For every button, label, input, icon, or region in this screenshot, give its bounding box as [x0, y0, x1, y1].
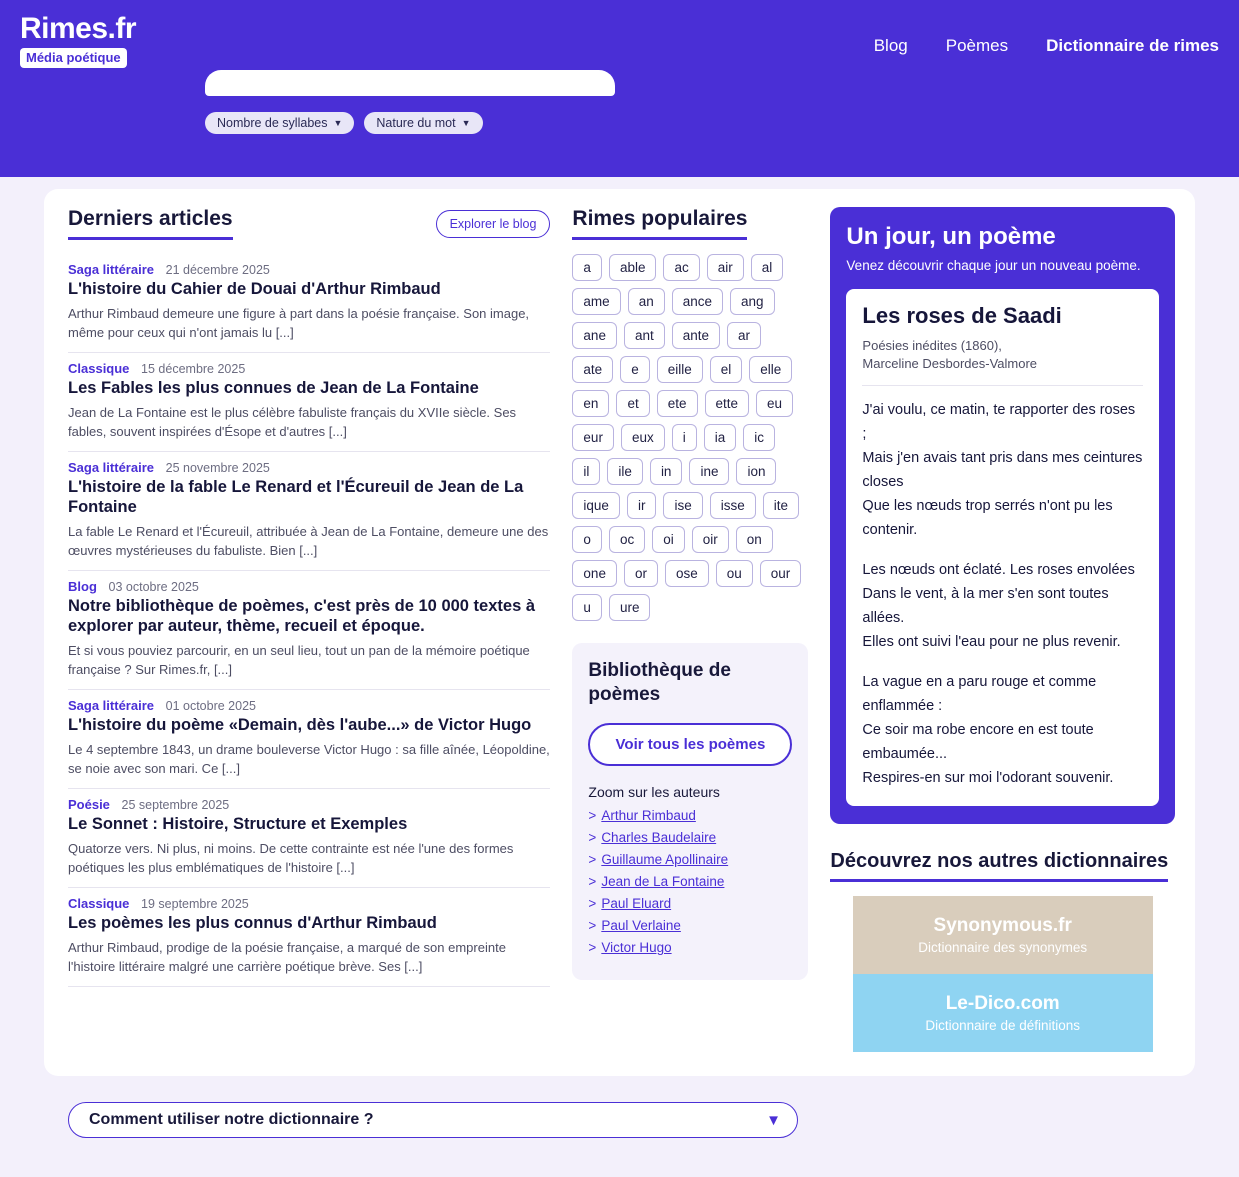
other-dictionaries-list — [830, 896, 1175, 1052]
content-card — [44, 189, 1195, 1076]
author-list-item[interactable] — [588, 852, 792, 867]
article-date: 19 septembre 2025 — [141, 897, 249, 911]
author-link[interactable]: Paul Eluard — [601, 896, 672, 911]
rhyme-chip[interactable]: en — [572, 390, 609, 417]
author-list — [588, 808, 792, 955]
rhyme-chip[interactable]: ar — [727, 322, 761, 349]
rhyme-chip[interactable]: ete — [657, 390, 698, 417]
author-link[interactable]: Charles Baudelaire — [601, 830, 717, 845]
poem-of-the-day-box — [830, 207, 1175, 824]
rhyme-chip[interactable]: ant — [624, 322, 665, 349]
article-excerpt: Arthur Rimbaud demeure une figure à part dans la poésie française. Son image, même pour ceux qui n'ont jamais lu [...] — [68, 306, 530, 340]
article-category[interactable]: Classique — [68, 896, 130, 911]
nav-item-dictionnaire-de-rimes[interactable]: Dictionnaire de rimes — [1046, 36, 1219, 55]
rhyme-chip[interactable]: ile — [607, 458, 643, 485]
author-list-item[interactable] — [588, 874, 792, 889]
nav-item-blog[interactable]: Blog — [873, 36, 908, 55]
article-title[interactable]: Les poèmes les plus connus d'Arthur Rimbaud — [68, 914, 437, 932]
dictionary-card-le-dico[interactable] — [853, 974, 1153, 1052]
poem-stanza: La vague en a paru rouge et comme enflammée : Ce soir ma robe encore en est toute embaumée... Respires-en sur moi l'odorant souvenir. — [862, 674, 1114, 786]
article-excerpt: Quatorze vers. Ni plus, ni moins. De cette contrainte est née l'une des formes poétiques les plus emblématiques de l'histoire [...] — [68, 841, 514, 875]
rhyme-chip[interactable]: on — [736, 526, 773, 553]
filter-label-nature: Nature du mot — [376, 116, 456, 130]
article-meta — [68, 698, 550, 713]
rhyme-chip[interactable]: il — [572, 458, 600, 485]
author-link[interactable]: Jean de La Fontaine — [601, 874, 725, 889]
other-dictionaries-title: Découvrez nos autres dictionnaires — [830, 850, 1168, 882]
article-meta — [68, 262, 550, 277]
rhyme-chip[interactable]: one — [572, 560, 617, 587]
poem-title: Les roses de Saadi — [862, 303, 1062, 328]
chevron-right-icon: > — [588, 808, 597, 823]
rhyme-chip[interactable]: air — [707, 254, 744, 281]
chevron-right-icon: > — [588, 918, 597, 933]
author-link[interactable]: Arthur Rimbaud — [601, 808, 696, 823]
author-list-item[interactable] — [588, 896, 792, 911]
article-title[interactable]: L'histoire du poème «Demain, dès l'aube...» de Victor Hugo — [68, 716, 532, 734]
articles-header — [68, 207, 550, 240]
explore-blog-button[interactable]: Explorer le blog — [436, 210, 551, 238]
rhyme-chip[interactable]: a — [572, 254, 602, 281]
rhyme-chip[interactable]: i — [672, 424, 697, 451]
article-title[interactable]: L'histoire de la fable Le Renard et l'Écureuil de Jean de La Fontaine — [68, 478, 524, 516]
rhyme-chip[interactable]: ite — [763, 492, 799, 519]
rhyme-chip[interactable]: al — [751, 254, 784, 281]
rhyme-chip[interactable]: ion — [736, 458, 776, 485]
logo-subtitle: Média poétique — [20, 48, 127, 68]
site-header — [0, 0, 1239, 177]
author-list-item[interactable] — [588, 830, 792, 845]
article-meta — [68, 460, 550, 475]
chevron-right-icon: > — [588, 874, 597, 889]
article-category[interactable]: Classique — [68, 361, 130, 376]
poem-card — [846, 289, 1159, 806]
article-date: 15 décembre 2025 — [141, 362, 246, 376]
rhyme-chip[interactable]: ou — [716, 560, 753, 587]
poem-box-title: Un jour, un poème — [846, 223, 1056, 250]
article-list-item[interactable] — [68, 353, 550, 452]
rhyme-chip[interactable]: u — [572, 594, 602, 621]
rhyme-chip[interactable]: ance — [672, 288, 723, 315]
rhyme-chip[interactable]: ac — [663, 254, 699, 281]
rhyme-chip[interactable]: ir — [627, 492, 657, 519]
article-title[interactable]: Les Fables les plus connues de Jean de La Fontaine — [68, 379, 479, 397]
article-date: 21 décembre 2025 — [165, 263, 270, 277]
dictionary-desc: Dictionnaire de définitions — [925, 1018, 1080, 1033]
rhyme-chip[interactable]: able — [609, 254, 657, 281]
article-category[interactable]: Saga littéraire — [68, 262, 154, 277]
poem-stanza: J'ai voulu, ce matin, te rapporter des roses ; Mais j'en avais tant pris dans mes ceintures closes Que les nœuds trop serrés n'ont pu les contenir. — [862, 402, 1143, 538]
author-link[interactable]: Victor Hugo — [601, 940, 672, 955]
rhyme-chip[interactable]: in — [650, 458, 683, 485]
author-list-item[interactable] — [588, 808, 792, 823]
rhyme-chip[interactable]: ique — [572, 492, 620, 519]
triangle-down-icon[interactable]: ▼ — [766, 1111, 781, 1129]
accordion-label: Comment utiliser notre dictionnaire ? — [89, 1111, 374, 1128]
poem-text — [862, 398, 1143, 790]
article-title[interactable]: Notre bibliothèque de poèmes, c'est près de 10 000 textes à explorer par auteur, thème, recueil et époque. — [68, 597, 536, 635]
page-body — [0, 177, 1239, 1168]
rhyme-chip[interactable]: eu — [756, 390, 793, 417]
rhyme-chip[interactable]: ure — [609, 594, 651, 621]
chevron-down-icon: ▼ — [333, 118, 343, 128]
poem-library-box — [572, 643, 808, 980]
rhyme-chip[interactable]: oc — [609, 526, 645, 553]
author-list-item[interactable] — [588, 918, 792, 933]
article-list-item[interactable] — [68, 690, 550, 789]
main-navigation — [874, 36, 1219, 56]
article-title[interactable]: Le Sonnet : Histoire, Structure et Exemples — [68, 815, 408, 833]
rhyme-chip[interactable]: or — [624, 560, 658, 587]
popular-rhymes-section — [572, 207, 808, 621]
article-category[interactable]: Saga littéraire — [68, 460, 154, 475]
rhyme-chip[interactable]: ine — [689, 458, 729, 485]
article-meta — [68, 579, 550, 594]
latest-articles-column — [68, 207, 550, 987]
article-category[interactable]: Blog — [68, 579, 97, 594]
article-excerpt: Le 4 septembre 1843, un drame bouleverse Victor Hugo : sa fille aînée, Léopoldine, se noie avec son mari. Ce [...] — [68, 742, 550, 776]
rhyme-chip[interactable]: el — [710, 356, 743, 383]
article-date: 01 octobre 2025 — [165, 699, 256, 713]
rhyme-chip[interactable]: ise — [663, 492, 702, 519]
chevron-down-icon: ▼ — [461, 118, 471, 128]
article-excerpt: Et si vous pouviez parcourir, en un seul lieu, tout un pan de la mémoire poétique française ? Sur Rimes.fr, [...] — [68, 643, 530, 677]
chevron-right-icon: > — [588, 896, 597, 911]
rhyme-chip[interactable]: our — [760, 560, 802, 587]
rhyme-chip[interactable]: eille — [657, 356, 703, 383]
nav-item-poemes[interactable]: Poèmes — [945, 36, 1009, 55]
search-input[interactable] — [205, 70, 615, 96]
article-list-item[interactable] — [68, 452, 550, 571]
article-title[interactable]: L'histoire du Cahier de Douai d'Arthur Rimbaud — [68, 280, 441, 298]
dictionary-card-synonymous[interactable] — [853, 896, 1153, 974]
filter-label-syllabes: Nombre de syllabes — [217, 116, 328, 130]
rhyme-chip[interactable]: an — [628, 288, 665, 315]
rhyme-chip[interactable]: ose — [665, 560, 709, 587]
poem-source — [862, 337, 1143, 386]
article-excerpt: La fable Le Renard et l'Écureuil, attribuée à Jean de La Fontaine, demeure une des œuvres mystérieuses du fabuliste. Bien [...] — [68, 524, 549, 558]
article-list-item[interactable] — [68, 571, 550, 690]
rhyme-chip[interactable]: elle — [749, 356, 792, 383]
author-link[interactable]: Guillaume Apollinaire — [601, 852, 729, 867]
rhyme-chip[interactable]: et — [616, 390, 649, 417]
article-date: 03 octobre 2025 — [108, 580, 199, 594]
article-list-item[interactable] — [68, 888, 550, 987]
article-date: 25 septembre 2025 — [121, 798, 230, 812]
logo-title: Rimes.fr — [20, 12, 137, 45]
rhyme-chip[interactable]: oir — [692, 526, 729, 553]
chevron-right-icon: > — [588, 852, 597, 867]
rhyme-chip[interactable]: ette — [705, 390, 750, 417]
page-title: Derniers articles — [68, 207, 233, 240]
search-filters — [205, 112, 483, 134]
rhyme-chip[interactable]: ang — [730, 288, 775, 315]
rimes-column — [572, 207, 808, 980]
rhyme-chip[interactable]: isse — [710, 492, 756, 519]
poem-source-author: Marceline Desbordes-Valmore — [862, 356, 1038, 371]
dictionary-desc: Dictionnaire des synonymes — [918, 940, 1088, 955]
rhyme-chip[interactable]: eur — [572, 424, 614, 451]
article-meta — [68, 361, 550, 376]
search-area — [205, 70, 615, 96]
filter-nombre-de-syllabes[interactable] — [205, 112, 354, 134]
article-date: 25 novembre 2025 — [165, 461, 270, 475]
author-link[interactable]: Paul Verlaine — [601, 918, 681, 933]
article-meta — [68, 896, 550, 911]
rhyme-chip[interactable]: ane — [572, 322, 617, 349]
filter-nature-du-mot[interactable] — [364, 112, 482, 134]
chevron-right-icon: > — [588, 830, 597, 845]
rhyme-chip[interactable]: e — [620, 356, 650, 383]
dictionary-name: Synonymous.fr — [933, 915, 1072, 936]
article-list-item[interactable] — [68, 789, 550, 888]
rhyme-chip-list — [572, 254, 808, 621]
article-category[interactable]: Saga littéraire — [68, 698, 154, 713]
rhyme-chip[interactable]: ia — [704, 424, 737, 451]
article-excerpt: Arthur Rimbaud, prodige de la poésie française, a marqué de son empreinte l'histoire littéraire malgré une carrière poétique brève. Ses [...] — [68, 940, 506, 974]
article-excerpt: Jean de La Fontaine est le plus célèbre fabuliste français du XVIIe siècle. Ses fables, souvent inspirées d'Ésope et d'autres [...] — [68, 405, 517, 439]
see-all-poems-button[interactable]: Voir tous les poèmes — [588, 723, 792, 766]
poem-stanza: Les nœuds ont éclaté. Les roses envolées Dans le vent, à la mer s'en sont toutes allées. Elles ont suivi l'eau pour ne plus revenir. — [862, 562, 1135, 650]
article-list-item[interactable] — [68, 254, 550, 353]
poem-box-subtitle: Venez découvrir chaque jour un nouveau poème. — [846, 258, 1141, 273]
rhyme-chip[interactable]: ame — [572, 288, 620, 315]
rhyme-chip[interactable]: oi — [652, 526, 685, 553]
poem-source-collection: Poésies inédites (1860), — [862, 338, 1002, 353]
article-meta — [68, 797, 550, 812]
rhyme-chip[interactable]: ic — [743, 424, 775, 451]
rhyme-chip[interactable]: ate — [572, 356, 613, 383]
popular-rhymes-title: Rimes populaires — [572, 207, 747, 240]
authors-subtitle: Zoom sur les auteurs — [588, 784, 720, 800]
how-to-use-accordion[interactable] — [68, 1102, 798, 1138]
rhyme-chip[interactable]: o — [572, 526, 602, 553]
chevron-right-icon: > — [588, 940, 597, 955]
site-logo[interactable] — [20, 12, 136, 68]
poem-of-the-day-column — [830, 207, 1175, 1052]
author-list-item[interactable] — [588, 940, 792, 955]
dictionary-name: Le-Dico.com — [945, 993, 1060, 1014]
article-category[interactable]: Poésie — [68, 797, 110, 812]
poem-library-title: Bibliothèque de poèmes — [588, 660, 731, 705]
rhyme-chip[interactable]: ante — [672, 322, 720, 349]
rhyme-chip[interactable]: eux — [621, 424, 665, 451]
